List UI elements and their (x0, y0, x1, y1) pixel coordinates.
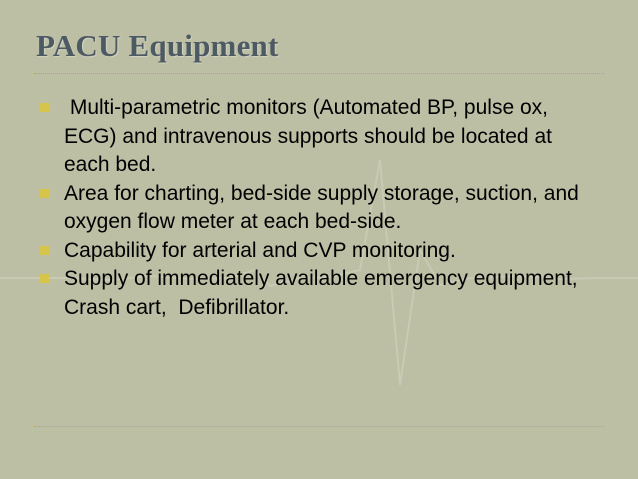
bullet-text: Area for charting, bed-side supply storage, suction, and oxygen flow meter at each bed-side. (64, 181, 579, 233)
bullet-item (40, 94, 600, 180)
bullet-item (40, 265, 600, 322)
square-bullet-icon (40, 103, 49, 112)
square-bullet-icon (40, 274, 49, 283)
bullet-text: Multi-parametric monitors (Automated BP, pulse ox, ECG) and intravenous supports should be located at each bed. (64, 96, 558, 176)
square-bullet-icon (40, 189, 49, 198)
bullet-text: Supply of immediately available emergency equipment, Crash cart, Defibrillator. (64, 267, 590, 319)
bullet-item (40, 180, 600, 237)
bullet-item (40, 237, 600, 266)
square-bullet-icon (40, 246, 49, 255)
bullet-text: Capability for arterial and CVP monitoring. (64, 238, 456, 262)
slide-title: PACU Equipment (36, 28, 279, 63)
footer-divider (34, 426, 604, 427)
bullet-list (40, 94, 600, 322)
title-divider (34, 73, 604, 74)
